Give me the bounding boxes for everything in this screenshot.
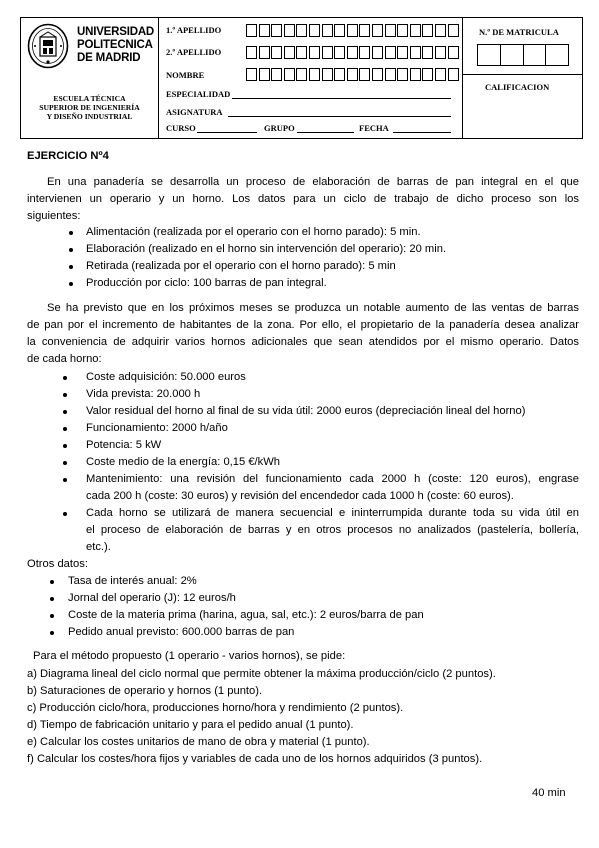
bullet-icon: [63, 393, 67, 397]
question-item: d) Tiempo de fabricación unitario y para el pedido anual (1 punto).: [27, 719, 354, 731]
otros-item: Jornal del operario (J): 12 euros/h: [68, 592, 236, 604]
bullet-icon: [50, 614, 54, 618]
bullet-icon: [63, 512, 67, 516]
oven-item: Valor residual del horno al final de su vida útil: 2000 euros (depreciación lineal del horno): [86, 405, 526, 417]
grupo-field[interactable]: [297, 132, 354, 133]
question-item: c) Producción ciclo/hora, producciones horno/hora y rendimiento (2 puntos).: [27, 702, 404, 714]
fecha-label: FECHA: [359, 123, 389, 133]
question-item: b) Saturaciones de operario y hornos (1 punto).: [27, 685, 263, 697]
cycle-item: Producción por ciclo: 100 barras de pan integral.: [86, 277, 327, 289]
oven-item: Mantenimiento: una revisión del funcionamiento cada 2000 h (coste: 120 euros), engrase: [86, 473, 579, 485]
para2-line-3: la conveniencia de adquirir varios hornos adicionales que sean atendidos por el mismo operario. Datos: [27, 336, 579, 348]
oven-item: Coste adquisición: 50.000 euros: [86, 371, 246, 383]
oven-item: Coste medio de la energía: 0,15 €/kWh: [86, 456, 281, 468]
school-name: ESCUELA TÉCNICA SUPERIOR DE INGENIERÍA Y DISEÑO INDUSTRIAL: [39, 94, 140, 121]
duration-label: 40 min: [532, 787, 566, 799]
oven-item: Funcionamiento: 2000 h/año: [86, 422, 228, 434]
question-item: f) Calcular los costes/hora fijos y variables de cada uno de los hornos adquiridos (3 puntos).: [27, 753, 483, 765]
cycle-item: Elaboración (realizado en el horno sin intervención del operario): 20 min.: [86, 243, 447, 255]
fecha-field[interactable]: [393, 132, 451, 133]
nombre-label: NOMBRE: [166, 70, 205, 80]
otros-item: Pedido anual previsto: 600.000 barras de pan: [68, 626, 295, 638]
nombre-boxes[interactable]: [246, 68, 460, 81]
grading-block: [462, 18, 582, 138]
bullet-icon: [63, 376, 67, 380]
apellido1-label: 1.º APELLIDO: [166, 25, 222, 35]
oven-item: Cada horno se utilizará de manera secuencial e ininterrumpida durante toda su vida útil en: [86, 507, 579, 519]
bullet-icon: [69, 231, 73, 235]
especialidad-field[interactable]: [232, 98, 451, 99]
apellido1-boxes[interactable]: [246, 24, 460, 37]
curso-label: CURSO: [166, 123, 196, 133]
bullet-icon: [63, 478, 67, 482]
exam-header: [20, 17, 583, 139]
matricula-label: N.º DE MATRICULA: [479, 27, 559, 37]
otros-item: Coste de la materia prima (harina, agua, sal, etc.): 2 euros/barra de pan: [68, 609, 424, 621]
question-item: a) Diagrama lineal del ciclo normal que permite obtener la máxima producción/ciclo (2 puntos).: [27, 668, 496, 680]
bullet-icon: [63, 461, 67, 465]
intro-line-2: intervienen un operario y un horno. Los datos para un ciclo de trabajo de dicho proceso son los: [27, 193, 579, 205]
cycle-item: Retirada (realizada por el operario con el horno parado): 5 min: [86, 260, 396, 272]
matricula-boxes[interactable]: [477, 44, 569, 66]
oven-item-cont: el proceso de elaboración de barras y en otros procesos no analizados (pastelería, bollería,: [86, 524, 579, 536]
oven-item-cont: cada 200 h (coste: 30 euros) y revisión del encendedor cada 1000 h (coste: 60 euros).: [86, 490, 514, 502]
especialidad-label: ESPECIALIDAD: [166, 89, 231, 99]
bullet-icon: [50, 631, 54, 635]
otros-item: Tasa de interés anual: 2%: [68, 575, 197, 587]
oven-item-cont: etc.).: [86, 541, 111, 553]
intro-line-1: En una panadería se desarrolla un proceso de elaboración de barras de pan integral en el que: [47, 176, 579, 188]
university-name: UNIVERSIDAD POLITECNICA DE MADRID: [77, 26, 155, 64]
asignatura-field[interactable]: [228, 116, 451, 117]
method-intro: Para el método propuesto (1 operario - varios hornos), se pide:: [33, 650, 346, 662]
curso-field[interactable]: [197, 132, 257, 133]
oven-item: Potencia: 5 kW: [86, 439, 162, 451]
apellido2-boxes[interactable]: [246, 46, 460, 59]
university-block: [21, 18, 159, 138]
bullet-icon: [63, 410, 67, 414]
bullet-icon: [69, 282, 73, 286]
para2-line-4: de cada horno:: [27, 353, 102, 365]
calificacion-label: CALIFICACION: [485, 82, 550, 92]
bullet-icon: [50, 597, 54, 601]
otros-title: Otros datos:: [27, 558, 88, 570]
cycle-item: Alimentación (realizada por el operario con el horno parado): 5 min.: [86, 226, 421, 238]
intro-line-3: siguientes:: [27, 210, 81, 222]
para2-line-2: de pan por el incremento de habitantes de la zona. Por ello, el propietario de la panadería desea analizar: [27, 319, 579, 331]
bullet-icon: [63, 427, 67, 431]
apellido2-label: 2.º APELLIDO: [166, 47, 222, 57]
bullet-icon: [50, 580, 54, 584]
bullet-icon: [63, 444, 67, 448]
university-seal-icon: [27, 23, 69, 69]
exercise-title: EJERCICIO Nº4: [27, 150, 109, 162]
bullet-icon: [69, 248, 73, 252]
grupo-label: GRUPO: [264, 123, 295, 133]
question-item: e) Calcular los costes unitarios de mano de obra y material (1 punto).: [27, 736, 370, 748]
asignatura-label: ASIGNATURA: [166, 107, 223, 117]
oven-item: Vida prevista: 20.000 h: [86, 388, 201, 400]
bullet-icon: [69, 265, 73, 269]
para2-line-1: Se ha previsto que en los próximos meses se produzca un notable aumento de las ventas de barras: [47, 302, 579, 314]
